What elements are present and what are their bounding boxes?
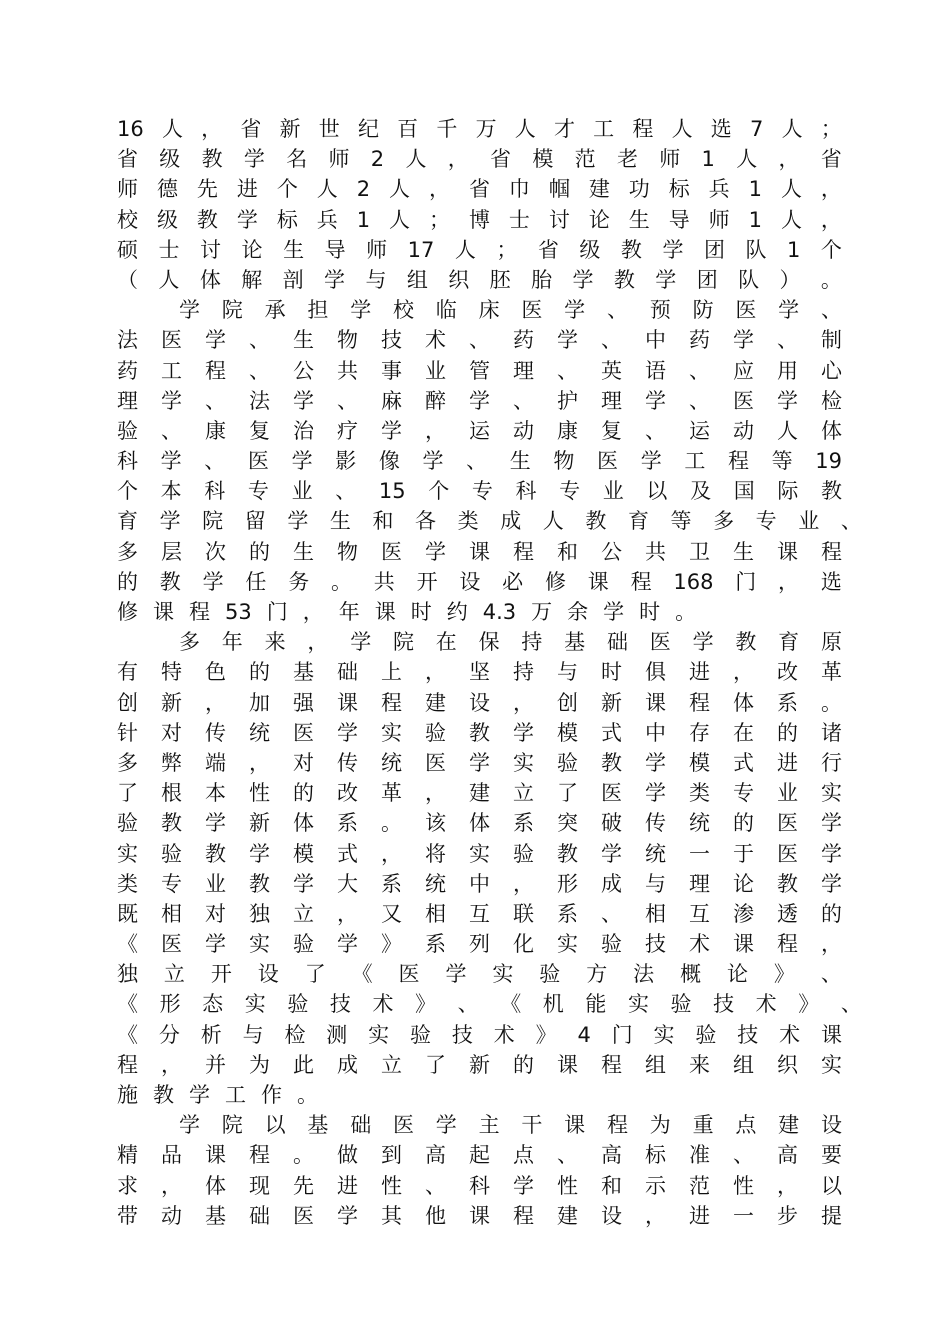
text-line: 精 品 课 程 。 做 到 高 起 点 、 高 标 准 、 高 要 xyxy=(117,1143,842,1168)
text-line: 《 形 态 实 验 技 术 》 、 《 机 能 实 验 技 术 》 、 xyxy=(117,992,862,1017)
text-line: 科 学 、 医 学 影 像 学 、 生 物 医 学 工 程 等 19 xyxy=(117,449,842,474)
text-line: 独 立 开 设 了 《 医 学 实 验 方 法 概 论 》 、 xyxy=(117,962,842,987)
text-line: 验 教 学 新 体 系 。 该 体 系 突 破 传 统 的 医 学 xyxy=(117,811,842,836)
text-line: 修 课 程 53 门 ， 年 课 时 约 4.3 万 余 学 时 。 xyxy=(117,600,697,624)
text-line: 法 医 学 、 生 物 技 术 、 药 学 、 中 药 学 、 制 xyxy=(117,328,842,353)
text-line: 了 根 本 性 的 改 革 ， 建 立 了 医 学 类 专 业 实 xyxy=(117,781,842,806)
text-line: 多 弊 端 ， 对 传 统 医 学 实 验 教 学 模 式 进 行 xyxy=(117,750,842,775)
text-line: 有 特 色 的 基 础 上 ， 坚 持 与 时 俱 进 ， 改 革 xyxy=(117,660,842,685)
text-line: 师 德 先 进 个 人 2 人 ， 省 巾 帼 建 功 标 兵 1 人 ， xyxy=(117,177,842,202)
text-line: 程 ， 并 为 此 成 立 了 新 的 课 程 组 来 组 织 实 xyxy=(117,1052,842,1077)
text-line: 个 本 科 专 业 、 15 个 专 科 专 业 以 及 国 际 教 xyxy=(117,479,842,504)
text-line: 校 级 教 学 标 兵 1 人 ； 博 士 讨 论 生 导 师 1 人 ， xyxy=(117,207,842,232)
text-line: 施 教 学 工 作 。 xyxy=(117,1083,318,1107)
text-line: 针 对 传 统 医 学 实 验 教 学 模 式 中 存 在 的 诸 xyxy=(117,720,842,745)
text-line: 硕 士 讨 论 生 导 师 17 人 ； 省 级 教 学 团 队 1 个 xyxy=(117,237,842,262)
text-line: 带 动 基 础 医 学 其 他 课 程 建 设 ， 进 一 步 提 xyxy=(117,1203,842,1228)
text-line: 学 院 以 基 础 医 学 主 干 课 程 为 重 点 建 设 xyxy=(179,1113,842,1138)
text-line: 《 医 学 实 验 学 》 系 列 化 实 验 技 术 课 程 ， xyxy=(117,932,842,957)
text-line: 的 教 学 任 务 。 共 开 设 必 修 课 程 168 门 ， 选 xyxy=(117,569,842,594)
text-line: 《 分 析 与 检 测 实 验 技 术 》 4 门 实 验 技 术 课 xyxy=(117,1022,842,1047)
text-line: 验 、 康 复 治 疗 学 ， 运 动 康 复 、 运 动 人 体 xyxy=(117,418,842,443)
text-line: 类 专 业 教 学 大 系 统 中 ， 形 成 与 理 论 教 学 xyxy=(117,871,842,896)
text-line: 学 院 承 担 学 校 临 床 医 学 、 预 防 医 学 、 xyxy=(179,298,842,323)
text-line: 省 级 教 学 名 师 2 人 ， 省 模 范 老 师 1 人 ， 省 xyxy=(117,147,842,172)
text-line: 既 相 对 独 立 ， 又 相 互 联 系 、 相 互 渗 透 的 xyxy=(117,901,842,926)
text-line: 16 人 ， 省 新 世 纪 百 千 万 人 才 工 程 人 选 7 人 ； xyxy=(117,117,842,141)
text-line: 求 ， 体 现 先 进 性 、 科 学 性 和 示 范 性 ， 以 xyxy=(117,1173,842,1198)
text-line: 多 年 来 ， 学 院 在 保 持 基 础 医 学 教 育 原 xyxy=(179,630,842,655)
text-line: 创 新 ， 加 强 课 程 建 设 ， 创 新 课 程 体 系 。 xyxy=(117,690,842,715)
text-line: （ 人 体 解 剖 学 与 组 织 胚 胎 学 教 学 团 队 ） 。 xyxy=(117,267,842,292)
text-line: 理 学 、 法 学 、 麻 醉 学 、 护 理 学 、 医 学 检 xyxy=(117,388,842,413)
text-line: 实 验 教 学 模 式 ， 将 实 验 教 学 统 一 于 医 学 xyxy=(117,841,842,866)
text-line: 育 学 院 留 学 生 和 各 类 成 人 教 育 等 多 专 业 、 xyxy=(117,509,862,534)
body-text xyxy=(117,114,862,1231)
text-line: 药 工 程 、 公 共 事 业 管 理 、 英 语 、 应 用 心 xyxy=(117,358,842,383)
text-line: 多 层 次 的 生 物 医 学 课 程 和 公 共 卫 生 课 程 xyxy=(117,539,842,564)
